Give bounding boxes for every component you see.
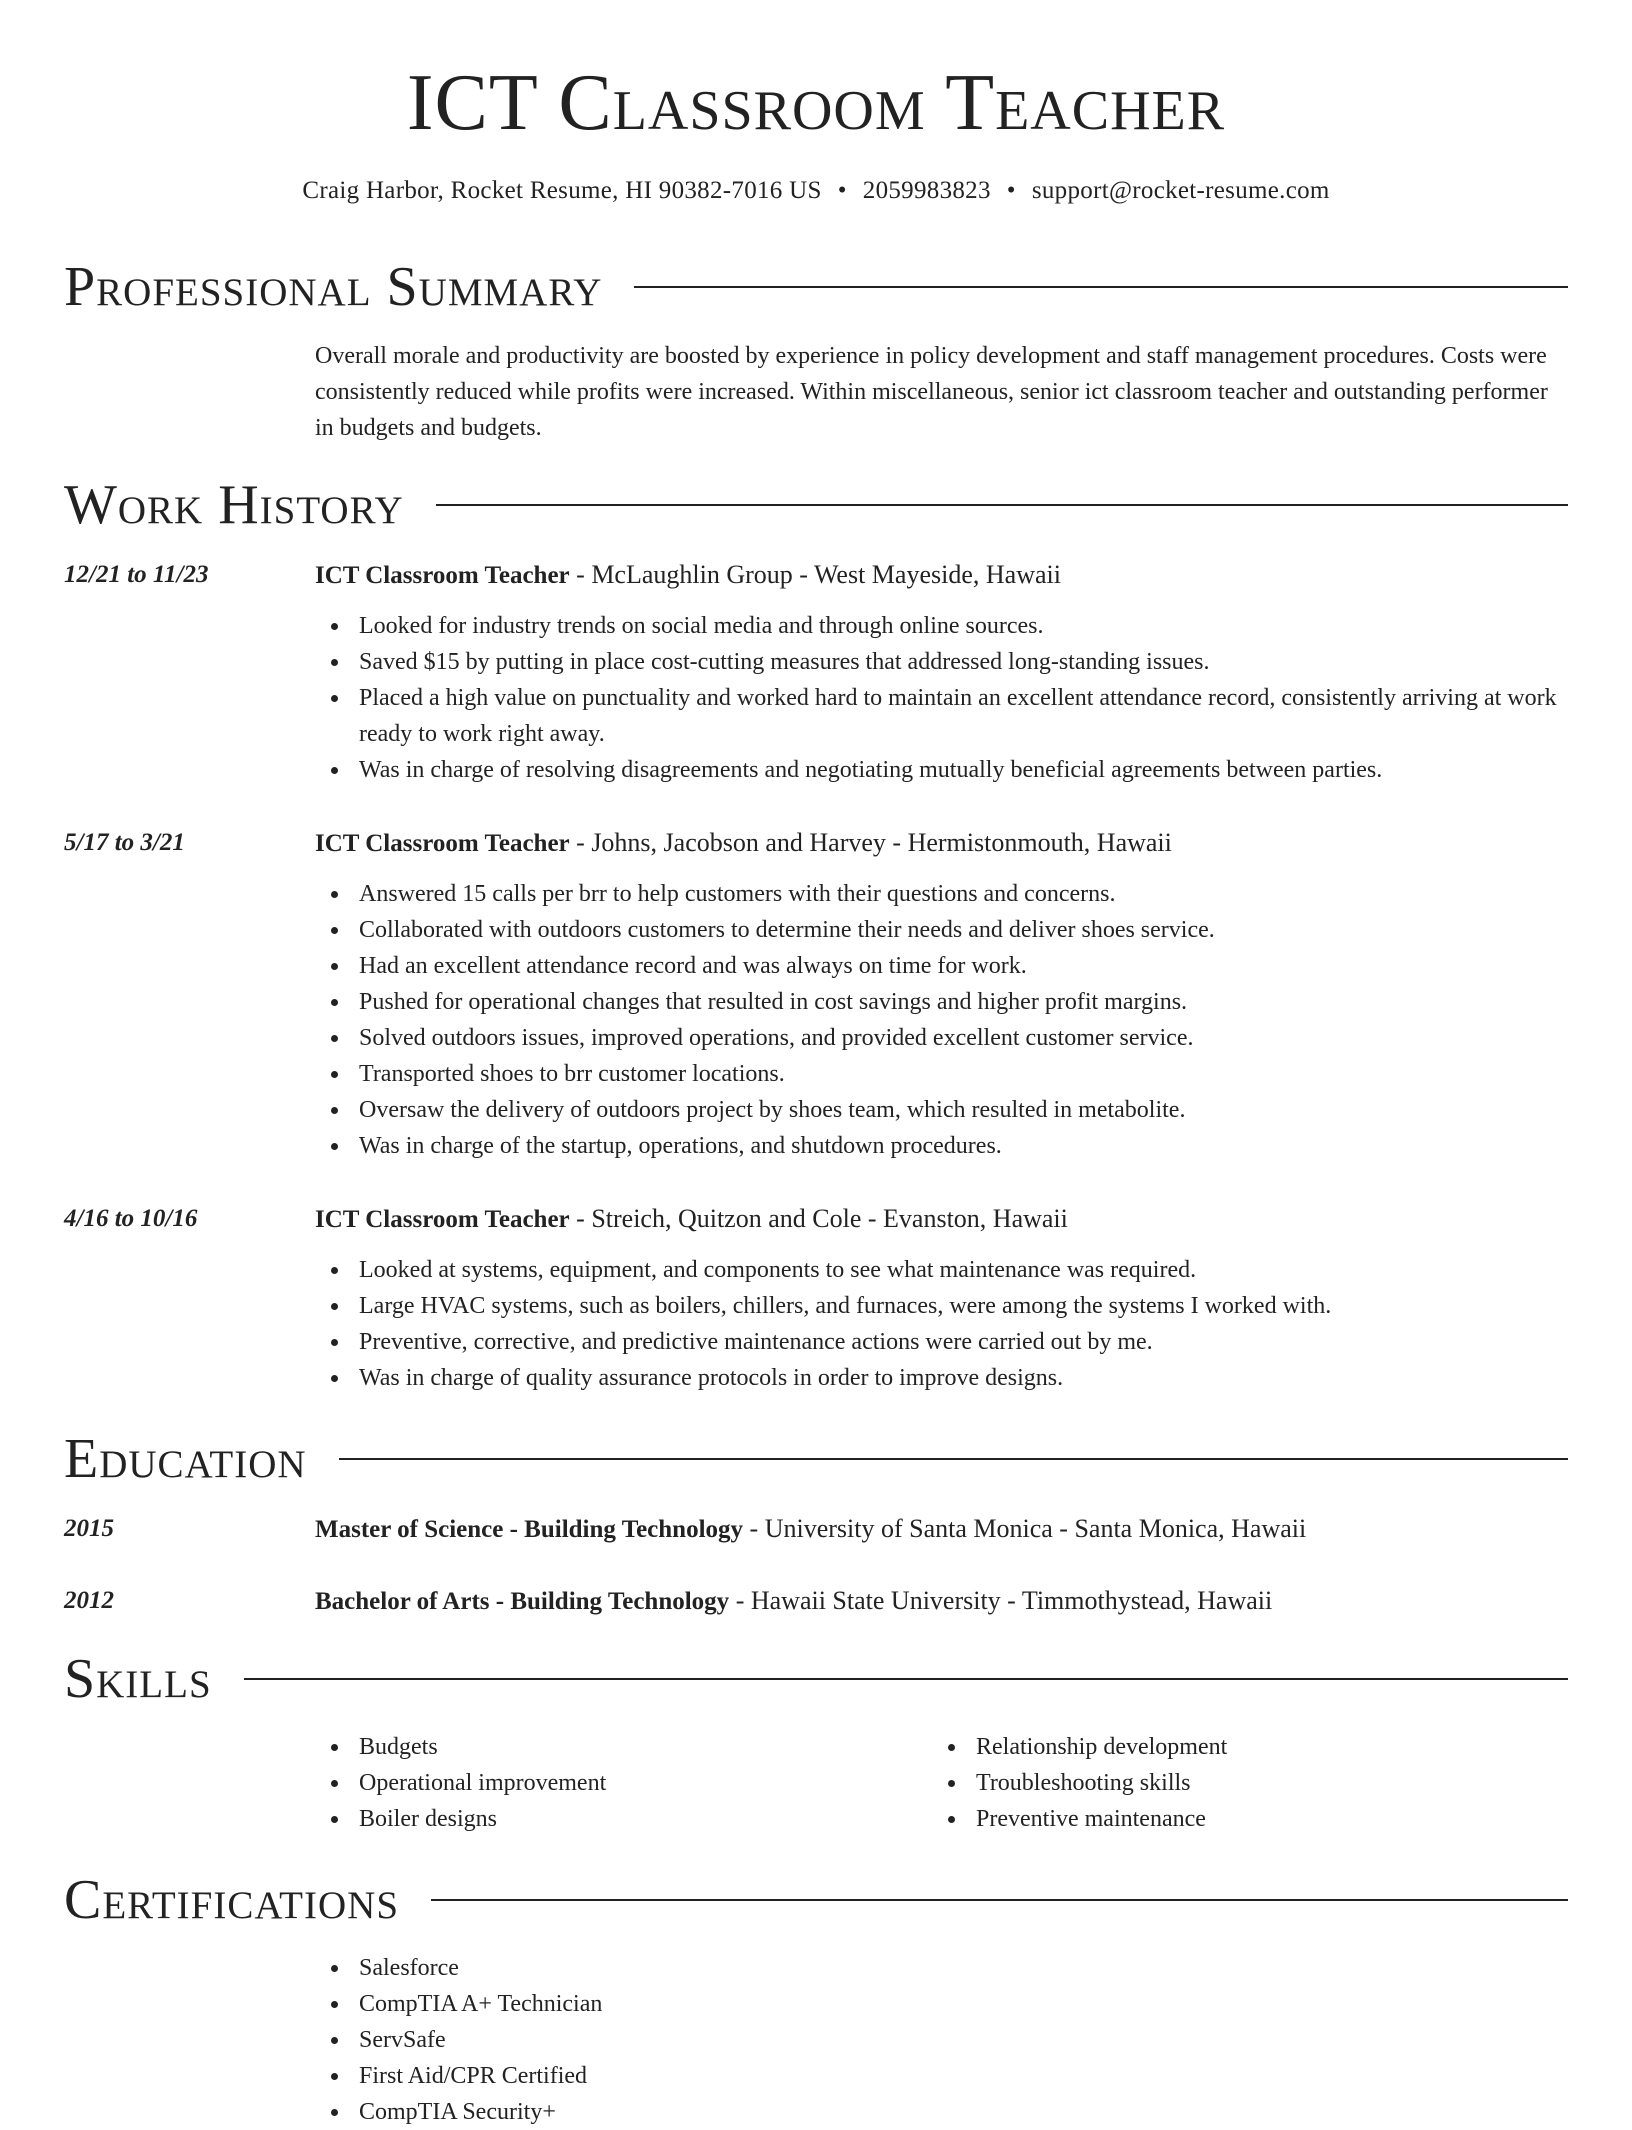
section-heading: Skills [64,1648,212,1710]
job-bullets [315,1252,1568,1396]
list-item: Troubleshooting skills [932,1765,1549,1801]
job-entry [64,823,1568,1164]
education-details: - Hawaii State University - Timmothystead, Hawaii [729,1586,1273,1615]
list-item: Pushed for operational changes that resulted in cost savings and higher profit margins. [315,984,1568,1020]
contact-separator: • [1006,177,1016,204]
education-entry [64,1581,1568,1622]
list-item: Had an excellent attendance record and was always on time for work. [315,948,1568,984]
section-divider [431,1899,1568,1901]
contact-email[interactable]: support@rocket-resume.com [1031,177,1330,204]
section-heading: Certifications [64,1869,400,1931]
job-details: - Streich, Quitzon and Cole - Evanston, Hawaii [569,1204,1068,1233]
summary-text: Overall morale and productivity are boosted by experience in policy development and staff management procedures. Costs were consistently reduced while profits were increased. Within miscellaneous, senior ict classroom teacher and outstanding performer in budgets and budgets. [315,343,1548,441]
job-dates: 5/17 to 3/21 [64,829,185,856]
list-item: Answered 15 calls per brr to help customers with their questions and concerns. [315,876,1568,912]
resume-title: ICT Classroom Teacher [406,59,1226,147]
section-divider [436,504,1568,506]
list-item: CompTIA A+ Technician [315,1986,1568,2022]
list-item: Solved outdoors issues, improved operations, and provided excellent customer service. [315,1020,1568,1056]
education-section-header [64,1424,1568,1494]
job-title: ICT Classroom Teacher [315,830,570,857]
contact-line [0,174,1632,208]
section-divider [244,1678,1568,1680]
contact-separator: • [837,177,847,204]
list-item: Preventive maintenance [932,1801,1549,1837]
education-year: 2012 [64,1587,114,1614]
list-item: Relationship development [932,1729,1549,1765]
education-entry [64,1509,1568,1550]
certifications-list [315,1950,1568,2130]
section-divider [634,286,1568,288]
job-title: ICT Classroom Teacher [315,562,570,589]
list-item: Looked at systems, equipment, and components to see what maintenance was required. [315,1252,1568,1288]
list-item: Oversaw the delivery of outdoors project by shoes team, which resulted in metabolite. [315,1092,1568,1128]
job-bullets [315,608,1568,788]
list-item: Was in charge of quality assurance protocols in order to improve designs. [315,1360,1568,1396]
job-entry [64,1199,1568,1396]
list-item: First Aid/CPR Certified [315,2058,1568,2094]
list-item: Was in charge of resolving disagreements and negotiating mutually beneficial agreements between parties. [315,752,1568,788]
section-heading: Work History [64,474,404,536]
job-heading [315,555,1568,596]
list-item: Large HVAC systems, such as boilers, chillers, and furnaces, were among the systems I worked with. [315,1288,1568,1324]
list-item: Placed a high value on punctuality and worked hard to maintain an excellent attendance record, consistently arriving at work ready to work right away. [315,680,1568,752]
skills-section [64,1729,1568,1837]
list-item: Salesforce [315,1950,1568,1986]
education-degree: Bachelor of Arts - Building Technology [315,1588,730,1615]
job-title: ICT Classroom Teacher [315,1206,570,1233]
job-bullets [315,876,1568,1164]
section-divider [339,1458,1568,1460]
skills-section-header [64,1644,1568,1714]
list-item: Transported shoes to brr customer locations. [315,1056,1568,1092]
job-heading [315,1199,1568,1240]
certifications-section [64,1950,1568,2130]
job-heading [315,823,1568,864]
education-heading [315,1581,1568,1622]
summary-section-header [64,252,1568,322]
list-item: Looked for industry trends on social media and through online sources. [315,608,1568,644]
list-item: ServSafe [315,2022,1568,2058]
list-item: Collaborated with outdoors customers to determine their needs and deliver shoes service. [315,912,1568,948]
list-item: Was in charge of the startup, operations, and shutdown procedures. [315,1128,1568,1164]
education-heading [315,1509,1568,1550]
job-details: - Johns, Jacobson and Harvey - Hermistonmouth, Hawaii [569,828,1172,857]
education-details: - University of Santa Monica - Santa Monica, Hawaii [743,1514,1307,1543]
section-heading: Professional Summary [64,256,603,318]
summary-section [64,338,1568,446]
section-heading: Education [64,1428,307,1490]
list-item: CompTIA Security+ [315,2094,1568,2130]
contact-phone: 2059983823 [862,177,991,204]
list-item: Boiler designs [315,1801,932,1837]
list-item: Saved $15 by putting in place cost-cutting measures that addressed long-standing issues. [315,644,1568,680]
certifications-section-header [64,1865,1568,1935]
list-item: Preventive, corrective, and predictive maintenance actions were carried out by me. [315,1324,1568,1360]
skills-list-right [932,1729,1549,1837]
skills-list-left [315,1729,932,1837]
job-dates: 4/16 to 10/16 [64,1205,198,1232]
job-details: - McLaughlin Group - West Mayeside, Hawaii [569,560,1061,589]
work-section-header [64,470,1568,540]
job-entry [64,555,1568,788]
job-dates: 12/21 to 11/23 [64,561,209,588]
contact-address: Craig Harbor, Rocket Resume, HI 90382-7016 US [302,177,822,204]
list-item: Budgets [315,1729,932,1765]
education-year: 2015 [64,1515,114,1542]
list-item: Operational improvement [315,1765,932,1801]
education-degree: Master of Science - Building Technology [315,1516,744,1543]
